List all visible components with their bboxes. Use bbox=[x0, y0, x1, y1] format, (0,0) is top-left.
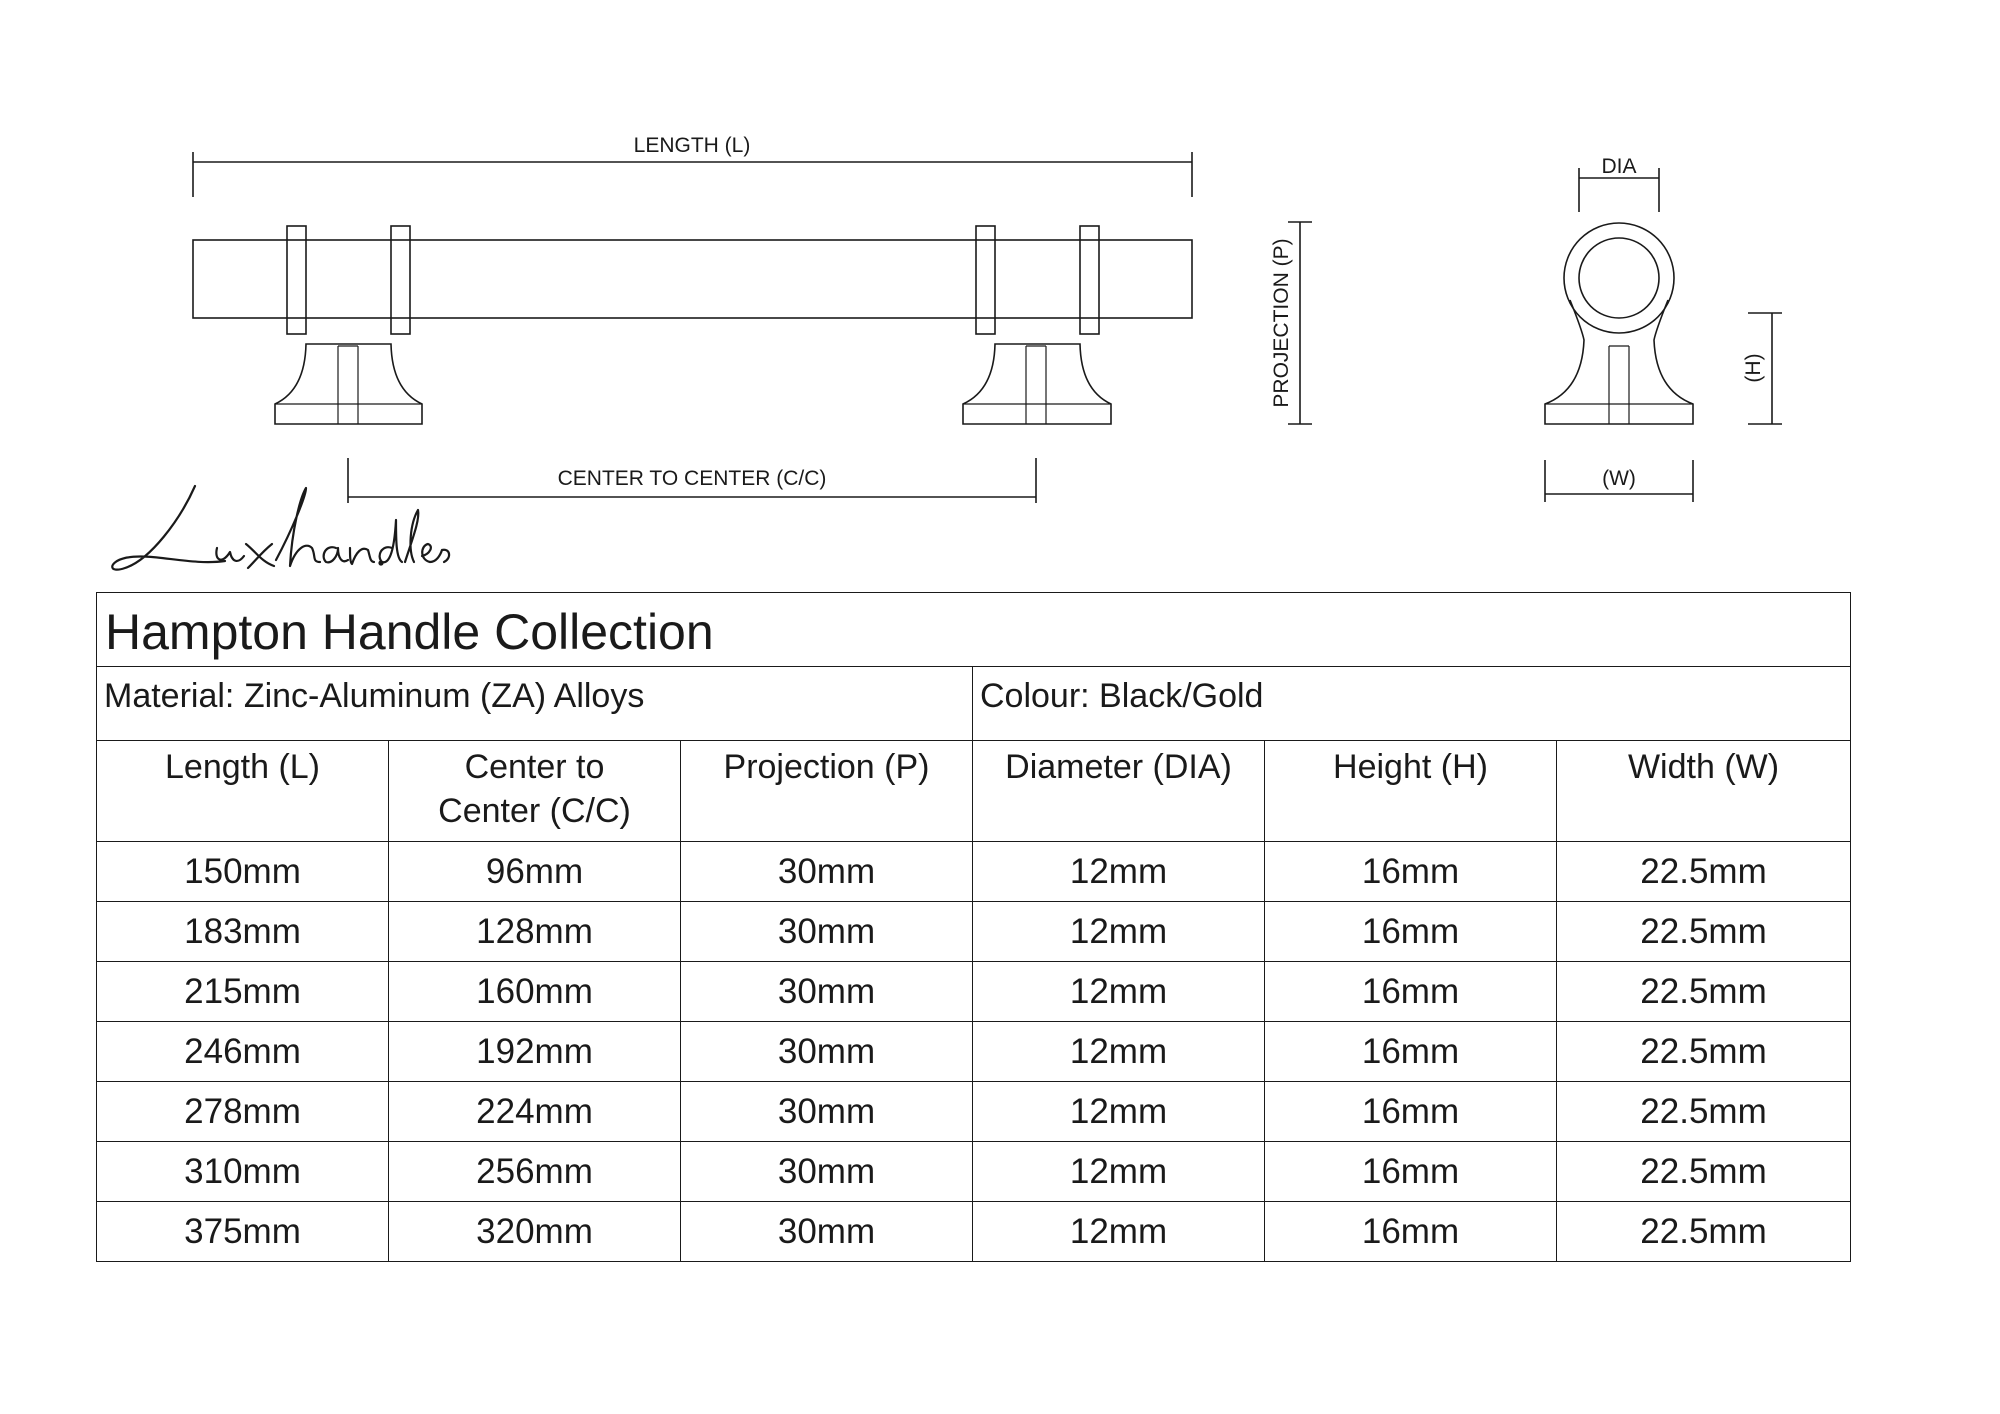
column-header bbox=[1557, 741, 1851, 842]
column-header bbox=[1265, 741, 1557, 842]
table-cell: 16mm bbox=[1265, 1022, 1557, 1082]
table-row bbox=[97, 1142, 1851, 1202]
table-cell: 16mm bbox=[1265, 1202, 1557, 1262]
table-cell: 150mm bbox=[97, 842, 389, 902]
column-header bbox=[389, 741, 681, 842]
table-cell: 22.5mm bbox=[1557, 902, 1851, 962]
table-cell: 22.5mm bbox=[1557, 1022, 1851, 1082]
table-cell: 12mm bbox=[973, 1202, 1265, 1262]
table-cell: 12mm bbox=[973, 1082, 1265, 1142]
table-header-row bbox=[97, 741, 1851, 842]
table-row bbox=[97, 902, 1851, 962]
diameter-label: DIA bbox=[1601, 155, 1637, 178]
table-cell: 22.5mm bbox=[1557, 962, 1851, 1022]
luxhandles-signature-logo bbox=[112, 486, 449, 570]
length-dimension bbox=[193, 134, 1192, 197]
table-cell: 30mm bbox=[681, 1142, 973, 1202]
height-label: (H) bbox=[1742, 353, 1765, 383]
table-cell: 16mm bbox=[1265, 842, 1557, 902]
table-cell: 224mm bbox=[389, 1082, 681, 1142]
table-cell: 30mm bbox=[681, 902, 973, 962]
table-cell: 12mm bbox=[973, 962, 1265, 1022]
table-cell: 12mm bbox=[973, 842, 1265, 902]
table-cell: 16mm bbox=[1265, 1142, 1557, 1202]
table-cell: 12mm bbox=[973, 1022, 1265, 1082]
table-cell: 278mm bbox=[97, 1082, 389, 1142]
handle-end-view bbox=[1545, 223, 1693, 424]
handle-technical-drawing bbox=[0, 0, 2000, 600]
column-header bbox=[681, 741, 973, 842]
table-cell: 22.5mm bbox=[1557, 842, 1851, 902]
table-cell: 96mm bbox=[389, 842, 681, 902]
table-cell: 320mm bbox=[389, 1202, 681, 1262]
material-cell: Material: Zinc-Aluminum (ZA) Alloys bbox=[97, 667, 973, 741]
table-row bbox=[97, 1022, 1851, 1082]
table-title-row bbox=[97, 593, 1851, 667]
table-cell: 30mm bbox=[681, 1082, 973, 1142]
table-cell: 16mm bbox=[1265, 1082, 1557, 1142]
table-meta-row bbox=[97, 667, 1851, 741]
table-cell: 246mm bbox=[97, 1022, 389, 1082]
table-cell: 256mm bbox=[389, 1142, 681, 1202]
table-row bbox=[97, 962, 1851, 1022]
table-cell: 30mm bbox=[681, 1202, 973, 1262]
table-row bbox=[97, 842, 1851, 902]
table-cell: 12mm bbox=[973, 902, 1265, 962]
table-cell: 16mm bbox=[1265, 962, 1557, 1022]
table-cell: 192mm bbox=[389, 1022, 681, 1082]
table-cell: 128mm bbox=[389, 902, 681, 962]
height-dimension bbox=[1742, 313, 1782, 424]
projection-dimension bbox=[1270, 222, 1312, 424]
projection-label: PROJECTION (P) bbox=[1270, 238, 1293, 408]
center-to-center-label: CENTER TO CENTER (C/C) bbox=[557, 467, 827, 490]
column-header-line: Length (L) bbox=[165, 748, 320, 786]
width-label: (W) bbox=[1602, 467, 1636, 490]
table-cell: 183mm bbox=[97, 902, 389, 962]
colour-cell: Colour: Black/Gold bbox=[973, 667, 1851, 741]
collection-title: Hampton Handle Collection bbox=[97, 593, 1851, 667]
column-header bbox=[973, 741, 1265, 842]
table-row bbox=[97, 1202, 1851, 1262]
column-header-line: Projection (P) bbox=[723, 748, 930, 786]
column-header bbox=[97, 741, 389, 842]
table-cell: 22.5mm bbox=[1557, 1142, 1851, 1202]
table-row bbox=[97, 1082, 1851, 1142]
table-cell: 160mm bbox=[389, 962, 681, 1022]
column-header-line: Width (W) bbox=[1627, 748, 1780, 786]
length-label: LENGTH (L) bbox=[633, 134, 751, 157]
table-cell: 375mm bbox=[97, 1202, 389, 1262]
table-cell: 22.5mm bbox=[1557, 1202, 1851, 1262]
column-header-line: Center to bbox=[464, 748, 605, 786]
column-header-line: Center (C/C) bbox=[438, 792, 631, 830]
table-cell: 22.5mm bbox=[1557, 1082, 1851, 1142]
handle-side-view bbox=[193, 226, 1192, 424]
diameter-dimension bbox=[1579, 155, 1659, 212]
table-cell: 30mm bbox=[681, 842, 973, 902]
width-dimension bbox=[1545, 460, 1693, 502]
column-header-line: Diameter (DIA) bbox=[1005, 748, 1232, 786]
table-cell: 16mm bbox=[1265, 902, 1557, 962]
table-cell: 310mm bbox=[97, 1142, 389, 1202]
specification-table bbox=[96, 592, 1851, 1262]
column-header-line: Height (H) bbox=[1333, 748, 1488, 786]
center-to-center-dimension bbox=[348, 458, 1036, 503]
table-cell: 215mm bbox=[97, 962, 389, 1022]
table-cell: 30mm bbox=[681, 962, 973, 1022]
table-cell: 30mm bbox=[681, 1022, 973, 1082]
table-cell: 12mm bbox=[973, 1142, 1265, 1202]
